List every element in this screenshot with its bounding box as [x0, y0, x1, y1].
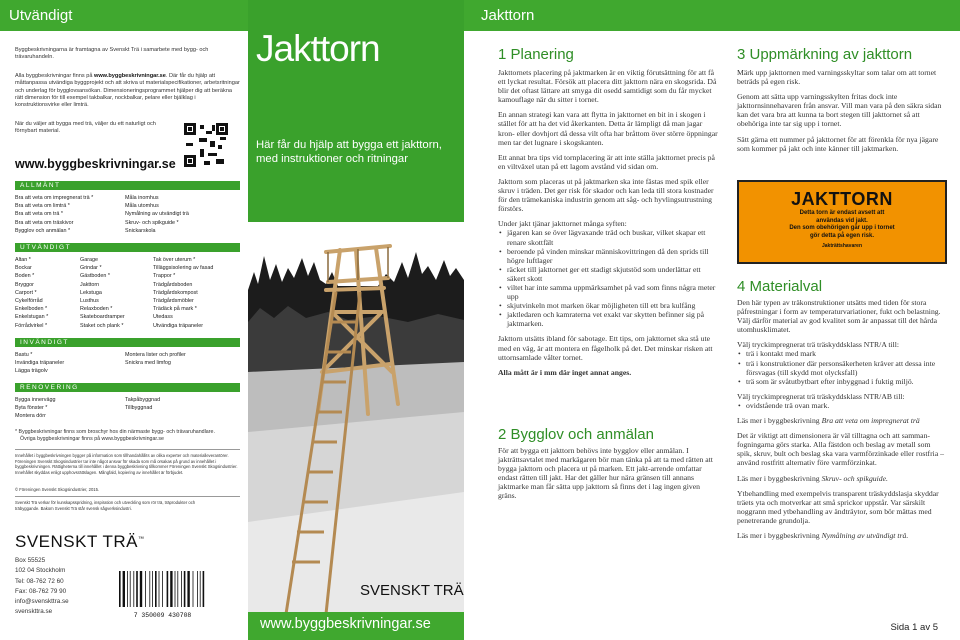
svenskt-tra-note: Svenskt Trä verkar för kunskapsspridning, inspiration och utveckling som rör trä, träprodukter och träbyggande. Bakom Svenskt Trä står svensk sågverksindustri. [15, 500, 196, 511]
material-p3: Välj tryckimpregnerat trä träskyddsklass NTR/AB till: [737, 391, 905, 401]
bullet-item: • viltet har inte samma uppmärksamhet på vad som finns några meter upp [498, 283, 718, 301]
list-item[interactable]: Grindar * [80, 265, 102, 272]
list-item[interactable]: Bygga innervägg [15, 397, 56, 403]
barcode-digits: 7 350009 430708 [133, 612, 192, 619]
right-header-bar [464, 0, 960, 31]
cover-url[interactable]: www.byggbeskrivningar.se [260, 616, 431, 632]
list-renovering-1 [15, 396, 55, 421]
section-renovering: RENOVERING [15, 383, 240, 392]
list-item[interactable]: Bryggor [15, 281, 34, 288]
planering-p7: Alla mått är i mm där inget annat anges. [498, 367, 632, 377]
list-utvandigt-2 [80, 256, 125, 330]
barcode-bar [130, 571, 131, 607]
list-item[interactable]: Cykelförråd [15, 298, 43, 305]
list-item[interactable]: Trädgårdsmöbler [153, 298, 194, 305]
left-intro-1: Byggbeskrivningarna är framtagna av Svenskt Trä i samarbete med bygg- och trävaruhandeln. [15, 47, 209, 61]
hunting-tower-illustration [248, 222, 464, 612]
list-item[interactable]: Lusthus [80, 298, 99, 305]
list-item[interactable]: Relaxboden * [80, 306, 113, 313]
heading-planering: 1 Planering [498, 46, 574, 63]
barcode-bar [123, 571, 125, 607]
planering-p5: Under jakt tjänar jakttornet många syften: [498, 219, 627, 229]
bullet-item: • ovidstående trä ovan mark. [737, 401, 947, 410]
list-item[interactable]: Invändiga träpaneler [15, 360, 65, 367]
warning-sign [737, 180, 947, 264]
material-p6-ref[interactable]: Skruv- och spikguide. [821, 473, 888, 483]
cover-logo [360, 582, 470, 599]
barcode-bar [181, 571, 182, 607]
heading-materialval: 4 Materialval [737, 278, 823, 295]
list-item[interactable]: Tilläggsisolering av fasad [153, 265, 214, 272]
section-utvandigt: UTVÄNDIGT [15, 243, 240, 252]
list-item[interactable]: Byta fönster * [15, 405, 48, 412]
list-item[interactable]: Garage [80, 257, 98, 263]
list-item[interactable]: Måla utomhus [125, 203, 159, 210]
section-invandigt: INVÄNDIGT [15, 338, 240, 347]
list-item[interactable]: Bra att veta om impregnerat trä * [15, 195, 94, 201]
divider-2 [15, 496, 240, 497]
list-item[interactable]: Tillbyggnad [125, 405, 153, 412]
barcode-bar [136, 571, 138, 607]
list-item[interactable]: Lägga trägolv [15, 368, 48, 375]
list-item[interactable]: Carport * [15, 289, 37, 296]
barcode-bar [175, 571, 176, 607]
qr-code [184, 123, 228, 167]
list-item[interactable]: Skruv- och spikguide * [125, 219, 179, 226]
material-p1: Den här typen av träkonstruktioner utsätts med tiden för stora påfrestningar i form av temperaturvariationer, fukt och belastning. Välj därför material av god kvalitet som är anpassat till det hårda utomhusklimatet. [737, 298, 941, 335]
barcode [115, 571, 210, 619]
barcode-bar [187, 571, 189, 607]
planering-p3: Ett annat bra tips vid tornplacering är att inte ställa jakttornet precis på en viltväxel utan på ett lagom avstånd vid sidan om. [498, 152, 715, 171]
barcode-bar [133, 571, 134, 607]
list-item[interactable]: Takpåbyggnad [125, 397, 161, 403]
list-item[interactable]: Bra att veta om träskivor [15, 219, 74, 226]
cover-url-bar [248, 612, 464, 640]
list-item[interactable]: Gästboden * [80, 273, 110, 280]
list-item[interactable]: Staket och plank * [80, 322, 124, 329]
left-intro-3: När du väljer att bygga med trä, väljer du ett naturligt och förnybart material. [15, 121, 156, 135]
divider [15, 449, 240, 450]
list-item[interactable]: Bygglov och anmälan * [15, 227, 71, 234]
uppmarkning-p2: Genom att sätta upp varningsskylten fritas dock inte jakttornsinnehavaren från ansvar. Vill man vara på den säkra sidan kan det vara bra att kunna ta bort stegen till jakttornet så att obehöriga inte tar sig upp i tornet. [737, 92, 942, 129]
barcode-bar [197, 571, 198, 607]
left-intro-2b: . Där får du hjälp att måttanpassa utvändiga byggprojekt och att skriva ut materialspecifikationer, arbetsritningar och underlag för bygglovsansökan. Dimensioneringsprogrammet hjälper dig att beräkna rätt dimension för till exempel takbalkar, nockbalkar, pelare eller bjälklag i konstruktionsvirke eller limträ. [15, 73, 240, 109]
barcode-bar [184, 571, 186, 607]
list-item[interactable]: Lekstuga [80, 289, 102, 296]
bullet-item: • trä som är svåtutbytbart efter inbyggnad i fuktig miljö. [737, 377, 947, 386]
list-item[interactable]: Jakttorn [80, 281, 100, 288]
sign-line-2: användas vid jakt. [816, 217, 868, 224]
planering-bullets [498, 228, 718, 328]
list-item[interactable]: Montera dörr [15, 413, 46, 420]
list-item[interactable]: Enkelstugan * [15, 314, 49, 321]
list-item[interactable]: Snickarskola [125, 227, 156, 234]
left-logo-tm: ™ [137, 536, 145, 543]
copyright: © Föreningen Svenskt Skogsindustrier, 2015. [15, 487, 100, 492]
bullet-item: • skjutvinkeln mot marken ökar möjligheten till ett bra kulfång [498, 301, 718, 310]
material-p6-lead: Läs mer i byggbeskrivning [737, 473, 822, 483]
barcode-bar [152, 571, 153, 607]
address-line: info@svenskttra.se [15, 598, 69, 606]
material-p2: Välj tryckimpregnerat trä träskyddsklass NTR/A till: [737, 340, 900, 350]
list-invandigt-2 [125, 351, 186, 367]
sign-owner: Jakträttshavaren [821, 243, 863, 249]
sign-line-1: Detta torn är endast avsett att [799, 210, 885, 216]
uppmarkning-p3: Sätt gärna ett nummer på jakttornet för att förenkla för nya jägare som kommer på jakt och inte känner till jaktmarken. [737, 134, 939, 153]
footnote-1: * Byggbeskrivningar finns som broschyr hos din närmaste bygg- och trävaruhandlare. [15, 429, 215, 435]
heading-uppmarkning: 3 Uppmärkning av jakttorn [737, 46, 913, 63]
list-item[interactable]: Bra att veta om limträ * [15, 203, 70, 210]
list-allmant-1 [15, 194, 93, 235]
cover-subtitle: Här får du hjälp att bygga ett jakttorn, med instruktioner och ritningar [256, 139, 442, 165]
planering-p2: En annan strategi kan vara att flytta in jakttornet en bit in i skogen i stället för att ha det vid åkerkanten. Detta är lämpligt då man jagar kron- eller dovhjort då dessa vilt ofta har bråttom över större öppningar men tar det lugnare i skogskanten. [498, 110, 718, 147]
section-allmant: ALLMÄNT [15, 181, 240, 190]
list-item[interactable]: Bockar [15, 265, 32, 272]
left-logo-text: SVENSKT TRÄ [15, 532, 138, 551]
left-header-bar [0, 0, 248, 31]
barcode-bar [127, 571, 128, 607]
list-utvandigt-3 [153, 256, 213, 330]
list-item[interactable]: Enkelboden * [15, 306, 48, 313]
cover-logo-text: SVENSKT TRÄ [360, 582, 464, 599]
bullet-item: • trä i kontakt med mark [737, 349, 947, 358]
cover-title: Jakttorn [256, 28, 380, 69]
bullet-item: • jaktledaren och kamraterna vet exakt var skytten befinner sig på jaktmarken. [498, 310, 718, 328]
bullet-item: • jägaren kan se över lägvaxande träd och buskar, vilket skapar ett renare skottfält [498, 228, 718, 246]
barcode-bar [145, 571, 146, 607]
legal-text: Innehållet i byggbeskrivningen bygger på information som tillhandahållits av olika experter och materialleverantörer. Föreningen Svenskt Skogsindustrier tar inte något ansvar för skada som må orsakas på grund av innehållet i byggbeskrivningen. Rättigheterna till innehållet i denna byggbeskrivning tillkommer Föreningen Svenskt Skogsindustrier. Innehållet skyddas enligt upphovsrättslagen. Mångfald, kopiering av innehållet är förbjudet. [15, 453, 238, 475]
barcode-bar [140, 571, 142, 607]
page-label: Sida 1 av 5 [890, 622, 938, 633]
material-bullets-a [737, 349, 947, 385]
list-item[interactable]: Trappor * [153, 273, 176, 280]
barcode-bar [203, 571, 205, 607]
right-header-title: Jakttorn [481, 7, 535, 24]
barcode-bar [119, 571, 121, 607]
address-line: 102 04 Stockholm [15, 567, 66, 575]
bullet-item: • räcket till jakttornet ger ett stadigt skjutstöd som underlättar ett säkert skott [498, 265, 718, 283]
barcode-bar [177, 571, 178, 607]
barcode-bar [167, 571, 169, 607]
address-line: Fax: 08-762 79 90 [15, 587, 67, 595]
address-line: Box 55525 [15, 557, 46, 564]
col-uppmarkning [737, 68, 947, 159]
list-item[interactable]: Måla inomhus [125, 195, 159, 201]
barcode-bar [193, 571, 194, 607]
list-item[interactable]: Bastu * [15, 352, 33, 358]
list-item[interactable]: Bra att veta om trä * [15, 211, 63, 218]
left-url-big[interactable]: www.byggbeskrivningar.se [15, 157, 176, 171]
footnote-2: Övriga byggbeskrivningar finns på www.byggbeskrivningar.se [20, 436, 164, 442]
barcode-bar [149, 571, 150, 607]
planering-p6: Jakttorn utsätts ibland för sabotage. Ett tips, om jakttornet ska stå ute med en väg, är att montera en fågelholk på det. Det minskar risken att uttornsamlade vålter tornet. [498, 334, 713, 362]
list-item[interactable]: Altan * [15, 257, 31, 263]
list-item[interactable]: Tak över uterum * [153, 257, 196, 263]
bygglov-p1: För att bygga ett jakttorn behövs inte bygglov eller anmälan. I jakträttsavtalet med markägaren bör man tänka på att ta med rätten att bygga jakttorn och placera ut på marken. Ett jakt-arrende omfattar endast rätten till jakt. Har det gäller hur nära gränsen till annans jaktmarke man får sätta upp jakttorn så finns det i lag ingen given gräns. [498, 446, 713, 501]
barcode-bar [170, 571, 172, 607]
left-intro-2 [15, 73, 240, 109]
sign-line-4: gör detta på egen risk. [809, 232, 875, 239]
sign-line-3: Den som obehörigen går upp i tornet [789, 225, 895, 231]
col-planering [498, 68, 718, 383]
material-p5: Det är viktigt att dimensionera är väl tilltagna och att samman-fogningarna görs starka. Alla fästdon och beslag av metall som spik, skruv, bult och beslag ska vara varmförzinkade eller rostfria – använd rostfritt alternativ före varmförzinkat. [737, 431, 944, 468]
left-intro-2a: Alla byggbeskrivningar finns på [15, 73, 94, 79]
address-line: Tel: 08-762 72 60 [15, 577, 64, 585]
list-utvandigt-1 [15, 256, 48, 330]
barcode-bar [162, 571, 163, 607]
barcode-bar [155, 571, 157, 607]
left-panel [0, 31, 248, 640]
list-item[interactable]: Snickra med limfog [125, 360, 171, 367]
list-item[interactable]: Utvändiga träpaneler [153, 322, 204, 329]
planering-p1: Jakttornets placering på jaktmarken är en viktig förutsättning för att få ett lyckat resultat. Försök att placera ditt jakttorn nära en skogsrida. Då blir det oftast lättare att smyga dit osedd samtidigt som du får mycket kamouflage när du sitter i tornet. [498, 68, 717, 105]
left-logo [15, 532, 144, 552]
list-invandigt-1 [15, 351, 64, 376]
bullet-item: • beroende på vinden minskar människovittringen då den sprids till högre luftlager [498, 247, 718, 265]
barcode-bar [200, 571, 201, 607]
material-bullets-b [737, 401, 947, 410]
left-header-title: Utvändigt [9, 7, 73, 24]
material-p4-lead: Läs mer i byggbeskrivning [737, 416, 822, 426]
list-allmant-2 [125, 194, 189, 235]
barcode-bar [159, 571, 160, 607]
list-item[interactable]: Förrådvirkel * [15, 322, 48, 329]
col-bygglov [498, 446, 718, 507]
heading-bygglov: 2 Bygglov och anmälan [498, 426, 654, 443]
bullet-item: • trä i konstruktioner där personsäkerheten kräver att dessa inte försvagas (till skydd mot olycksfall) [737, 359, 947, 377]
sign-title: JAKTTORN [791, 189, 893, 209]
list-item[interactable]: Trädgårdskompost [153, 289, 198, 296]
left-intro-url[interactable]: www.byggbeskrivningar.se [93, 73, 166, 79]
material-p4 [737, 416, 947, 425]
list-renovering-2 [125, 396, 160, 412]
material-p6 [737, 474, 947, 483]
material-p4-ref[interactable]: Bra att veta om impregnerat trä [821, 416, 920, 426]
material-p8 [737, 531, 947, 540]
uppmarkning-p1: Märk upp jakttornen med varningsskyltar som talar om att tornet beträds på egen risk. [737, 68, 937, 87]
list-item[interactable]: Nymålning av utvändigt trä [125, 211, 189, 218]
material-p8-lead: Läs mer i byggbeskrivning [737, 530, 822, 540]
barcode-bars [115, 571, 210, 607]
list-item[interactable]: Montera lister och profiler [125, 352, 186, 358]
col-materialval [737, 298, 947, 546]
planering-p4: Jakttorn som placeras ut på jaktmarken ska inte fästas med spik eller skruv i träden. Det ger risk för skador och kan leda till stora kostnader för den trämekaniska industrin genom att såg- och hyvlingsutrustning förstörs. [498, 176, 714, 214]
list-item[interactable]: Utedass [153, 314, 173, 321]
list-item[interactable]: Trädgårdsboden [153, 281, 193, 288]
address-line: svenskttra.se [15, 608, 53, 616]
list-item[interactable]: Skateboardramper [80, 314, 125, 321]
material-p7: Ytbehandling med exempelvis transparent träskyddslasja skyddar träets yta och motverkar att små sprickor uppstår. Var särskilt noggrann med ytbehandling av ändträytor, som bör mättas med penetrerande grundolja. [737, 488, 939, 525]
list-item[interactable]: Trädäck på mark * [153, 306, 197, 313]
list-item[interactable]: Boden * [15, 273, 35, 280]
address-block [15, 556, 69, 618]
material-p8-ref[interactable]: Nymålning av utvändigt trä. [821, 530, 909, 540]
cover-illustration [248, 222, 464, 612]
